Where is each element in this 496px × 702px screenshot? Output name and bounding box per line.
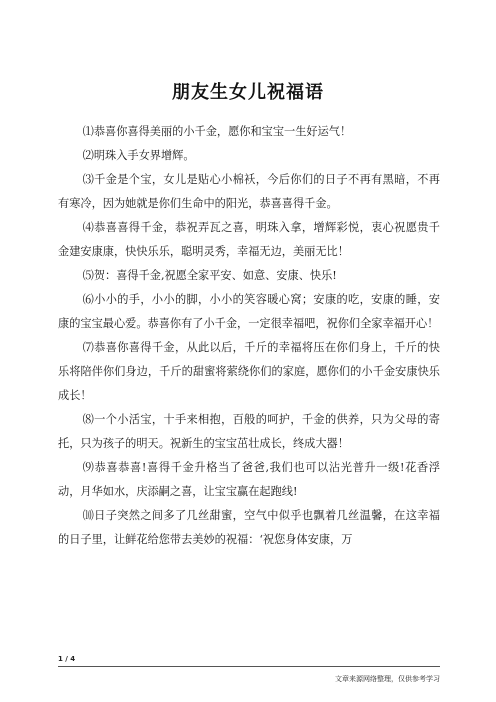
paragraph-2: ⑵明珠入手女界增辉。 bbox=[82, 149, 195, 162]
paragraph-9: ⑼恭喜恭喜!喜得千金升格当了爸爸,我们也可以沾光普升一级!花香浮动，月华如水，庆添嗣之喜，让宝宝赢在起跑线! bbox=[58, 461, 440, 498]
document-title: 朋友生女儿祝福语 bbox=[172, 82, 324, 103]
paragraph-1: ⑴恭喜你喜得美丽的小千金，愿你和宝宝一生好运气！ bbox=[82, 125, 352, 138]
document-body bbox=[58, 120, 440, 552]
page-number: 1 / 4 bbox=[58, 655, 76, 663]
footer-divider bbox=[58, 666, 440, 667]
paragraph-4: ⑷恭喜喜得千金，恭祝弄瓦之喜，明珠入拿，增辉彩悦，衷心祝愿贵千金建安康康，快快乐乐，聪明灵秀，幸福无边，美丽无比！ bbox=[58, 221, 440, 258]
paragraph-6: ⑹小小的手，小小的脚，小小的笑容暖心窝；安康的吃，安康的睡，安康的宝宝最心爱。恭喜你有了小千金，一定很幸福吧，祝你们全家幸福开心！ bbox=[58, 293, 440, 330]
paragraph-3: ⑶千金是个宝，女儿是贴心小棉袄，今后你们的日子不再有黑暗，不再有寒冷，因为她就是你们生命中的阳光，恭喜喜得千金。 bbox=[58, 173, 440, 210]
paragraph-10: ⑽日子突然之间多了几丝甜蜜，空气中似乎也飘着几丝温馨，在这幸福的日子里，让鲜花给您带去美妙的祝福：‘祝您身体安康，万 bbox=[58, 509, 440, 546]
source-note: 文章来源网络整理，仅供参考学习 bbox=[335, 675, 440, 683]
paragraph-7: ⑺恭喜你喜得千金，从此以后，千斤的幸福将压在你们身上，千斤的快乐将陪伴你们身边，千斤的甜蜜将萦绕你们的家庭，愿你们的小千金安康快乐成长！ bbox=[58, 341, 440, 402]
paragraph-8: ⑻一个小活宝，十手来相抱，百般的呵护，千金的供养，只为父母的寄托，只为孩子的明天。祝新生的宝宝茁壮成长，终成大器！ bbox=[58, 413, 440, 450]
paragraph-5: ⑸贺：喜得千金,祝愿全家平安、如意、安康、快乐! bbox=[82, 269, 337, 282]
